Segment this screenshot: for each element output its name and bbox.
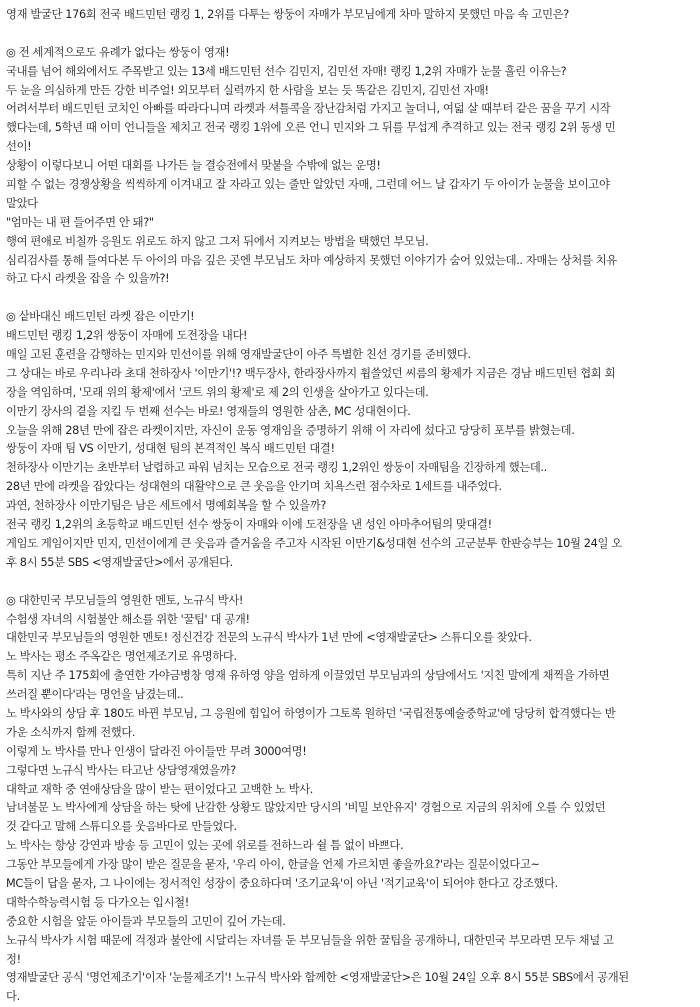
text-line: 것 같다고 말해 스튜디오를 웃음바다로 만들었다. — [6, 820, 237, 834]
text-line: 하고 다시 라켓을 잡을 수 있을까?! — [6, 272, 170, 286]
text-line: 영재발굴단 공식 '명언제조기'이자 '눈물제조기'! 노규식 박사와 함께한 <영재발굴단>은 10월 24일 오후 8시 55분 SBS에서 공개된 — [6, 971, 629, 985]
text-line: 대학수학능력시험 등 다가오는 입시철! — [6, 895, 189, 909]
text-line: 수험생 자녀의 시험불안 해소를 위한 '꿀팁' 대 공개! — [6, 612, 250, 626]
text-line: 쌍둥이 자매 팀 VS 이만기, 성대현 팀의 본격적인 복식 배드민턴 대결! — [6, 442, 335, 456]
text-line: "엄마는 내 편 들어주면 안 돼?" — [6, 215, 154, 229]
text-line: 상황이 이렇다보니 어떤 대회를 나가든 늘 결승전에서 맞붙을 수밖에 없는 운명! — [6, 159, 381, 173]
text-line: 노 박사는 평소 주옥같은 명언제조기로 유명하다. — [6, 650, 237, 664]
text-line: ◎ 대한민국 부모님들의 영원한 멘토, 노규식 박사! — [6, 593, 244, 607]
text-line: 노규식 박사가 시험 때문에 걱정과 불안에 시달리는 자녀를 둔 부모님들을 위한 꿀팁을 공개하니, 대한민국 부모라면 모두 채널 고 — [6, 933, 614, 947]
text-line: 그 상대는 바로 우리나라 초대 천하장사 '이만기'!? 백두장사, 한라장사까지 휩쓸었던 씨름의 황제가 지금은 경남 배드민턴 협회 회 — [6, 366, 616, 380]
text-line: 후 8시 55분 SBS <영재발굴단>에서 공개된다. — [6, 555, 233, 569]
text-line: 했다는데, 5학년 때 이미 언니들을 제치고 전국 랭킹 1위에 오른 언니 민지와 그 뒤를 무섭게 추격하고 있는 전국 랭킹 2위 동생 민 — [6, 121, 616, 135]
text-line: 심리검사를 통해 들여다본 두 아이의 마음 깊은 곳엔 부모님도 차마 예상하지 못했던 이야기가 숨어 있었는데.. 자매는 상처를 치유 — [6, 253, 617, 267]
text-line: 중요한 시험을 앞둔 아이들과 부모들의 고민이 깊어 가는데. — [6, 914, 286, 928]
text-line: 이렇게 노 박사를 만나 인생이 달라진 아이들만 무려 3000여명! — [6, 744, 307, 758]
text-line: 쓰러질 뿐이다'라는 명언을 남겼는데.. — [6, 688, 184, 702]
text-line: 대학교 재학 중 연애상담을 많이 받는 편이었다고 고백한 노 박사. — [6, 782, 314, 796]
text-line: 오늘을 위해 28년 만에 잡은 라켓이지만, 자신이 운동 영재임을 증명하기 위해 이 자리에 섰다고 당당히 포부를 밝혔는데. — [6, 423, 575, 437]
text-line: 영재 발굴단 176회 전국 배드민턴 랭킹 1, 2위를 다투는 쌍둥이 자매가 부모님에게 차마 말하지 못했던 마음 속 고민은? — [6, 8, 569, 21]
text-line: 매일 고된 훈련을 감행하는 민지와 민선이를 위해 영재발굴단이 아주 특별한 친선 경기를 준비했다. — [6, 348, 471, 362]
text-line: 천하장사 이만기는 초반부터 날렵하고 파워 넘치는 모습으로 전국 랭킹 1,2위인 쌍둥이 자매팀을 긴장하게 했는데.. — [6, 461, 547, 475]
paragraph-gap — [6, 573, 694, 592]
text-line: 선이! — [6, 140, 32, 154]
text-line: 이만기 장사의 곁을 지킬 두 번째 선수는 바로! 영재들의 영원한 삼촌, MC 성대현이다. — [6, 404, 411, 418]
paragraph-gap — [6, 25, 694, 44]
text-line: 두 눈을 의심하게 만든 강한 비주얼! 외모부터 실력까지 한 사람을 보는 듯 똑같은 김민지, 김민선 자매! — [6, 83, 489, 97]
text-line: 배드민턴 랭킹 1,2위 쌍둥이 자매에 도전장을 내다! — [6, 329, 248, 343]
text-line: 28년 만에 라켓을 잡았다는 성대현의 대활약으로 큰 웃음을 안기며 치욕스런 점수차로 1세트를 내주었다. — [6, 480, 502, 494]
text-line: 피할 수 없는 경쟁상황을 씩씩하게 이겨내고 잘 자라고 있는 줄만 알았던 자매, 그런데 어느 날 갑자기 두 아이가 눈물을 보이고야 — [6, 178, 610, 192]
text-line: 노 박사는 항상 강연과 방송 등 고민이 있는 곳에 위로를 전하느라 쉴 틈 없이 바쁘다. — [6, 839, 404, 853]
text-line: 말았다 — [6, 196, 38, 210]
text-line: 어려서부터 배드민턴 코치인 아빠를 따라다니며 라켓과 셔틀콕을 장난감처럼 가지고 놀더니, 여덟 살 때부터 같은 꿈을 꾸기 시작 — [6, 102, 611, 116]
text-line: 전국 랭킹 1,2위의 초등학교 배드민턴 선수 쌍둥이 자매와 이에 도전장을 낸 성인 아마추어팀의 맞대결! — [6, 518, 492, 532]
text-line: 게임도 게임이지만 민지, 민선이에게 큰 웃음과 즐거움을 주고자 시작된 이만기&성대현 선수의 고군분투 한판승부는 10월 24일 오 — [6, 536, 622, 550]
text-line: 특히 지난 주 175회에 출연한 가야금병창 영재 유하영 양을 엄하게 이끌었던 부모님과의 상담에서도 '지친 말에게 채찍을 가하면 — [6, 669, 610, 683]
text-line: 과연, 천하장사 이만기팀은 남은 세트에서 명예회복을 할 수 있을까? — [6, 499, 327, 513]
text-line: 그동안 부모들에게 가장 많이 받은 질문을 묻자, '우리 아이, 한글을 언제 가르치면 좋을까요?'라는 질문이었다고~ — [6, 858, 540, 872]
text-line: 국내를 넘어 해외에서도 주목받고 있는 13세 배드민턴 선수 김민지, 김민선 자매! 랭킹 1,2위 자매가 눈물 흘린 이유는? — [6, 64, 567, 78]
text-line: 대한민국 부모님들의 영원한 멘토! 정신건강 전문의 노규식 박사가 1년 만에 <영재발굴단> 스튜디오를 찾았다. — [6, 631, 532, 645]
text-line: MC들이 답을 묻자, 그 나이에는 정서적인 성장이 중요하다며 '조기교육'이 아닌 '적기교육'이 되어야 한다고 강조했다. — [6, 876, 558, 890]
text-line: 다. — [6, 990, 20, 1004]
text-line: 노 박사와의 상담 후 180도 바뀐 부모님, 그 응원에 힘입어 하영이가 그토록 원하던 '국립전통예술중학교'에 당당히 합격했다는 반 — [6, 706, 616, 720]
text-line: ◎ 전 세계적으로도 유례가 없다는 쌍둥이 영재! — [6, 45, 230, 59]
paragraph-gap — [6, 289, 694, 308]
text-line: 가운 소식까지 함께 전했다. — [6, 725, 136, 739]
text-line: ◎ 샅바대신 배드민턴 라켓 잡은 이만기! — [6, 310, 195, 324]
text-line: 행여 편애로 비칠까 응원도 위로도 하지 않고 그저 뒤에서 지켜보는 방법을 택했던 부모님. — [6, 234, 429, 248]
text-line: 장을 역임하며, '모래 위의 황제'에서 '코트 위의 황제'로 제 2의 인생을 살아가고 있다는데. — [6, 385, 429, 399]
text-line: 그렇다면 노규식 박사는 타고난 상담영재였을까? — [6, 763, 236, 777]
text-line: 정! — [6, 952, 21, 966]
text-line: 남녀불문 노 박사에게 상담을 하는 탓에 난감한 상황도 많았지만 당시의 '비밀 보안유지' 경험으로 지금의 위치에 오를 수 있었던 — [6, 801, 606, 815]
